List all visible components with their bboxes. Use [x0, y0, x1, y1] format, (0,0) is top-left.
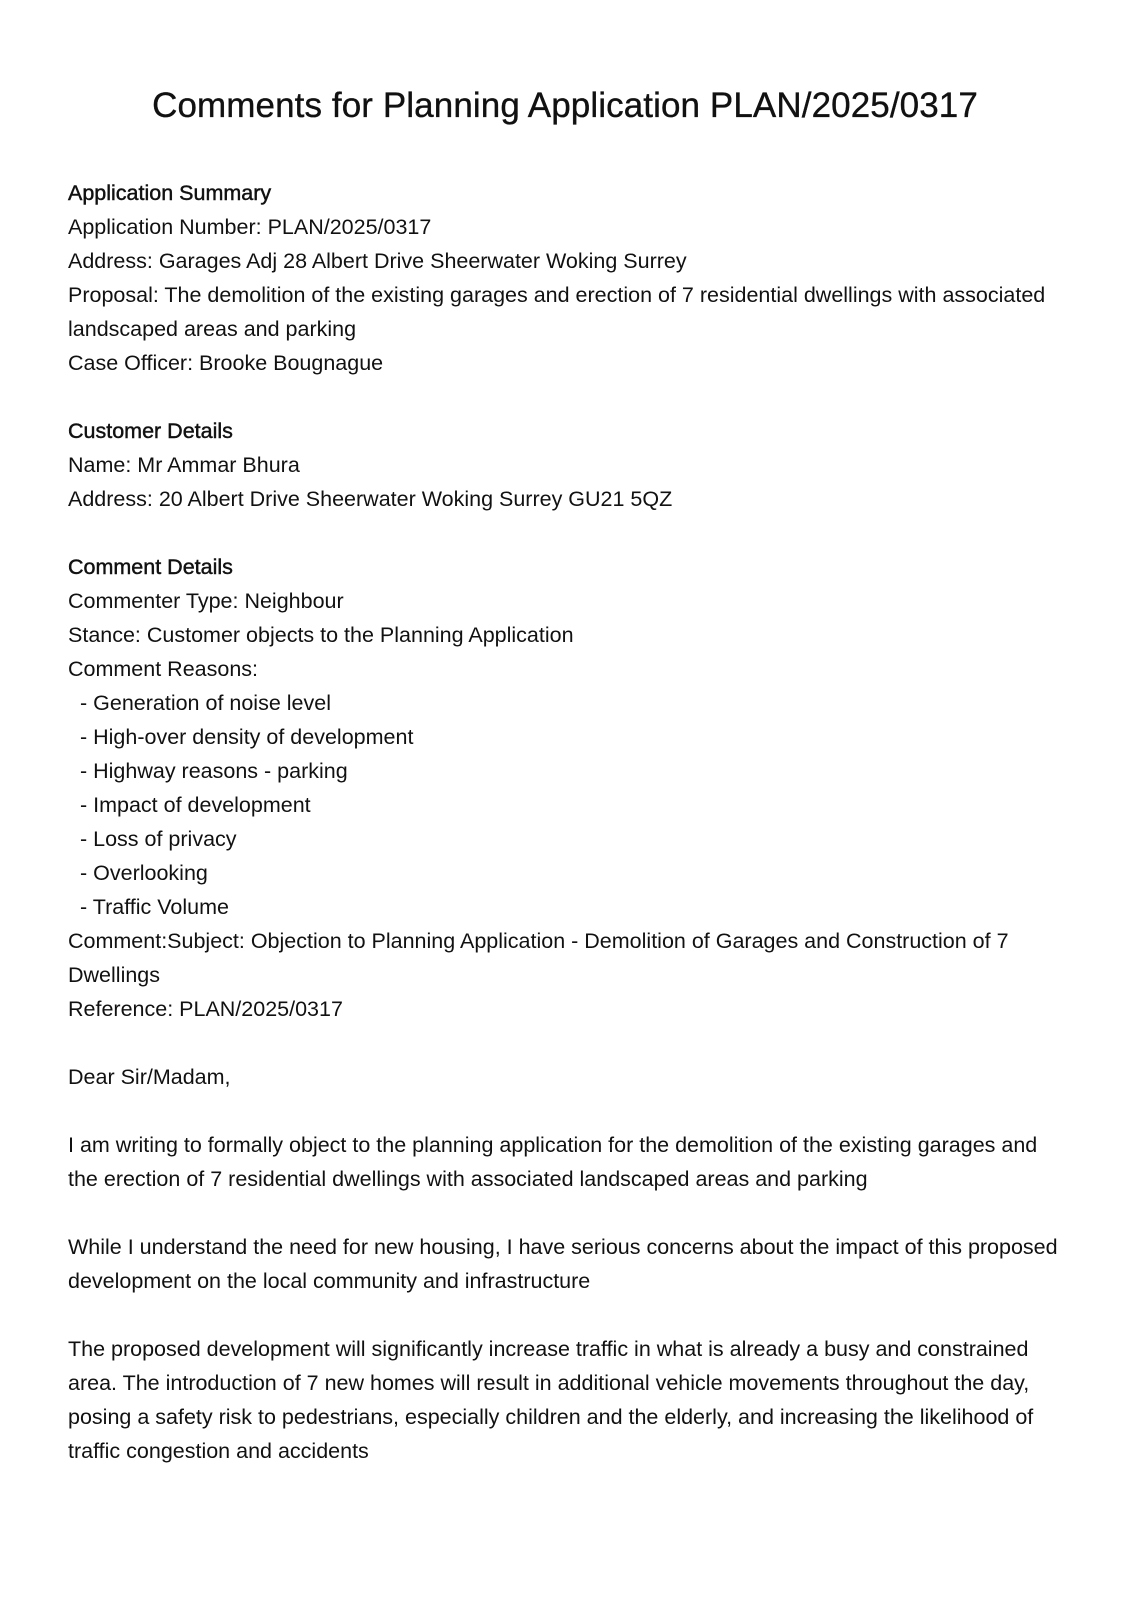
comment-details-section: [68, 550, 1064, 1468]
customer-details-heading: Customer Details: [68, 419, 233, 443]
comment-reason-item: - Impact of development: [80, 793, 311, 817]
stance: Stance: Customer objects to the Planning Application: [68, 623, 574, 647]
comment-reason-item: - Traffic Volume: [80, 895, 229, 919]
comment-reason-item: - High-over density of development: [80, 725, 414, 749]
customer-name: Name: Mr Ammar Bhura: [68, 453, 300, 477]
section-spacer: [68, 380, 1064, 414]
document-content: [68, 176, 1064, 1468]
comment-reasons-label: Comment Reasons:: [68, 657, 258, 681]
comment-reason-item: - Generation of noise level: [80, 691, 331, 715]
comment-subject: Comment:Subject: Objection to Planning Application - Demolition of Garages and Construction of 7 Dwellings: [68, 929, 1009, 987]
comment-paragraph-1: I am writing to formally object to the planning application for the demolition of the existing garages and the erection of 7 residential dwellings with associated landscaped areas and parking: [68, 1133, 1038, 1191]
paragraph-spacer: [68, 1026, 1064, 1060]
comment-reason-item: - Highway reasons - parking: [80, 759, 348, 783]
case-officer: Case Officer: Brooke Bougnague: [68, 351, 384, 375]
reference: Reference: PLAN/2025/0317: [68, 997, 343, 1021]
application-number: Application Number: PLAN/2025/0317: [68, 215, 432, 239]
page-title: Comments for Planning Application PLAN/2025/0317: [152, 86, 978, 125]
customer-address: Address: 20 Albert Drive Sheerwater Woking Surrey GU21 5QZ: [68, 487, 673, 511]
application-address: Address: Garages Adj 28 Albert Drive Sheerwater Woking Surrey: [68, 249, 687, 273]
paragraph-spacer: [68, 1094, 1064, 1128]
section-spacer: [68, 516, 1064, 550]
customer-details-section: [68, 414, 1064, 516]
comment-details-heading: Comment Details: [68, 555, 233, 579]
comment-reason-item: - Overlooking: [80, 861, 208, 885]
paragraph-spacer: [68, 1196, 1064, 1230]
comment-reason-item: - Loss of privacy: [80, 827, 237, 851]
application-summary-heading: Application Summary: [68, 181, 272, 205]
application-summary-section: [68, 176, 1064, 380]
application-proposal: Proposal: The demolition of the existing garages and erection of 7 residential dwellings with associated landscaped areas and parking: [68, 283, 1046, 341]
comment-paragraph-3: The proposed development will significantly increase traffic in what is already a busy and constrained area. The introduction of 7 new homes will result in additional vehicle movements throughout the day, posing a safety risk to pedestrians, especially children and the elderly, and increasing the likelihood of traffic congestion and accidents: [68, 1337, 1034, 1463]
comment-reasons-list: [68, 686, 1064, 924]
comment-paragraph-2: While I understand the need for new housing, I have serious concerns about the impact of this proposed development on the local community and infrastructure: [68, 1235, 1058, 1293]
salutation: Dear Sir/Madam,: [68, 1065, 231, 1089]
commenter-type: Commenter Type: Neighbour: [68, 589, 344, 613]
paragraph-spacer: [68, 1298, 1064, 1332]
